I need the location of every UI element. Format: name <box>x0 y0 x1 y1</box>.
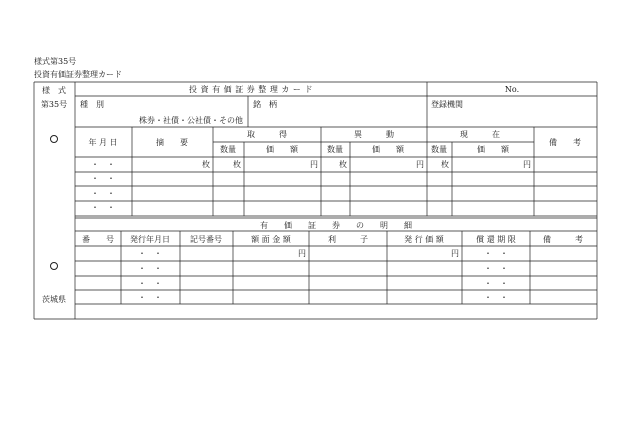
ledger-summary-header: 摘 要 <box>156 138 188 147</box>
punch-hole-circle-icon <box>50 135 58 143</box>
ledger-date-header: 年 月 日 <box>88 138 118 147</box>
ledger-row-date: ・ ・ <box>91 174 115 183</box>
change-header: 異 動 <box>354 130 394 139</box>
detail-header-code: 記号番号 <box>190 235 222 244</box>
acq-quantity-unit: 枚 <box>233 160 241 169</box>
detail-header-number: 番 号 <box>82 235 114 244</box>
cur-amount-header: 価 額 <box>477 145 509 154</box>
cur-quantity-unit: 枚 <box>441 160 449 169</box>
cur-amount-unit: 円 <box>523 160 531 169</box>
remarks-header: 備 考 <box>549 138 581 147</box>
issue-label: 銘 柄 <box>253 100 277 109</box>
card-title: 投 資 有 価 証 券 整 理 カ ー ド <box>189 85 313 94</box>
left-label-top: 様 式 <box>42 86 66 95</box>
issue-price-unit: 円 <box>451 249 459 258</box>
detail-row-redemption: ・ ・ <box>484 293 508 302</box>
detail-row-redemption: ・ ・ <box>484 249 508 258</box>
detail-row-issue-date: ・ ・ <box>138 293 162 302</box>
current-header: 現 在 <box>460 130 500 139</box>
detail-header-remarks: 備 考 <box>543 235 583 244</box>
detail-row-redemption: ・ ・ <box>484 264 508 273</box>
no-label: No. <box>504 85 520 94</box>
chg-amount-header: 価 額 <box>372 145 404 154</box>
registrar-label: 登録機関 <box>431 100 463 109</box>
detail-row-issue-date: ・ ・ <box>138 249 162 258</box>
left-label-num: 第35号 <box>40 100 68 109</box>
chg-quantity-unit: 枚 <box>339 160 347 169</box>
detail-header-issue-date: 発行年月日 <box>130 235 170 244</box>
cur-quantity-header: 数量 <box>431 145 447 154</box>
detail-header-issue-price: 発 行 価 額 <box>404 235 444 244</box>
detail-title: 有 価 証 券 の 明 細 <box>260 221 412 230</box>
punch-hole-circle-icon <box>50 262 58 270</box>
detail-row-issue-date: ・ ・ <box>138 264 162 273</box>
ledger-row-date: ・ ・ <box>91 160 115 169</box>
form-title: 投資有価証券整理カード <box>34 70 122 79</box>
chg-quantity-header: 数量 <box>327 145 343 154</box>
prefecture-label: 茨城県 <box>42 295 66 304</box>
detail-row-redemption: ・ ・ <box>484 279 508 288</box>
acq-amount-unit: 円 <box>310 160 318 169</box>
detail-header-redemption: 償 還 期 限 <box>476 235 516 244</box>
form-number: 様式第35号 <box>34 57 77 66</box>
face-value-unit: 円 <box>298 249 306 258</box>
detail-header-face-value: 額 面 金 額 <box>251 235 291 244</box>
type-label: 種 別 <box>80 100 104 109</box>
summary-unit: 枚 <box>202 160 210 169</box>
detail-row-issue-date: ・ ・ <box>138 279 162 288</box>
acq-quantity-header: 数量 <box>220 145 236 154</box>
type-options: 株券・社債・公社債・その他 <box>139 116 243 125</box>
chg-amount-unit: 円 <box>416 160 424 169</box>
acquisition-header: 取 得 <box>247 130 287 139</box>
detail-header-interest: 利 子 <box>328 235 368 244</box>
ledger-row-date: ・ ・ <box>91 189 115 198</box>
acq-amount-header: 価 額 <box>266 145 298 154</box>
ledger-row-date: ・ ・ <box>91 203 115 212</box>
